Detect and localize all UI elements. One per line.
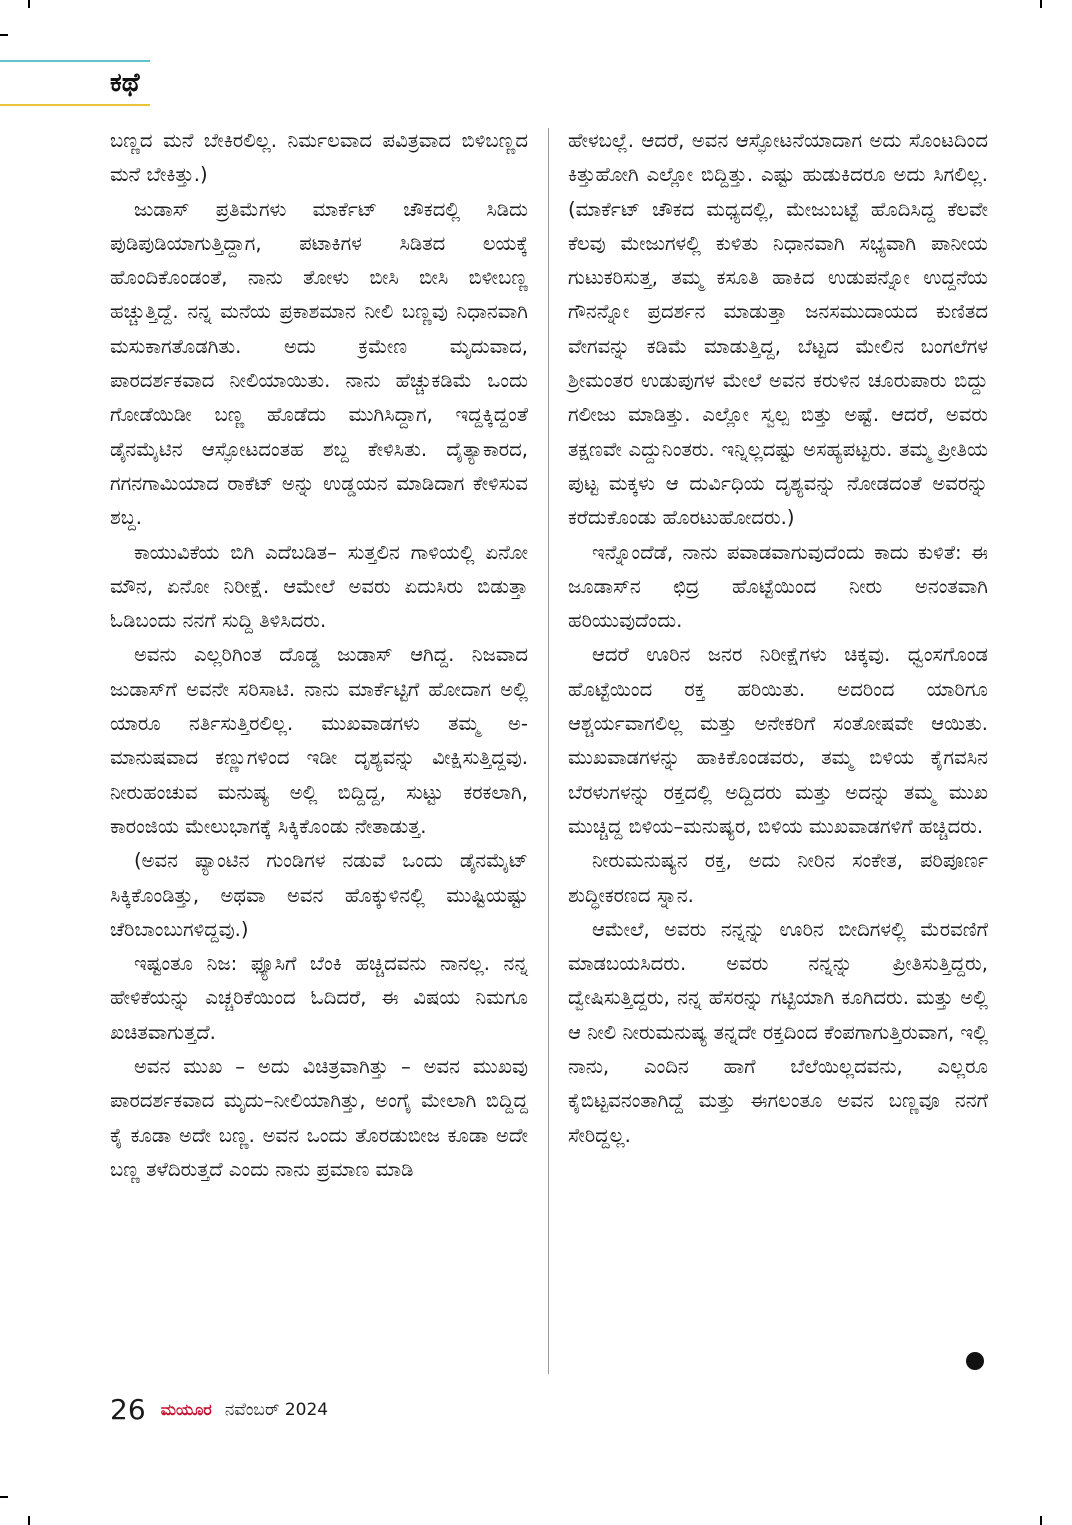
left-column — [110, 124, 528, 1187]
header-rule-teal — [0, 60, 150, 62]
header-rule-yellow — [0, 104, 150, 106]
paragraph: ಇಷ್ಟಂತೂ ನಿಜ: ಫ್ಯೂಸಿಗೆ ಬೆಂಕಿ ಹಚ್ಚಿದವನು ನಾನಲ್ಲ. ನನ್ನ ಹೇಳಿಕೆಯನ್ನು ಎಚ್ಚರಿಕೆಯಿಂದ ಓದಿದರೆ, ಈ ವಿಷಯ ನಿಮಗೂ ಖಚಿತವಾಗುತ್ತದೆ. — [110, 952, 528, 1044]
paragraph: ಅವನ ಮುಖ – ಅದು ವಿಚಿತ್ರವಾಗಿತ್ತು – ಅವನ ಮುಖವು ಪಾರದರ್ಶಕವಾದ ಮೃದು–ನೀಲಿಯಾಗಿತ್ತು, ಅಂಗೈ ಮೇಲಾಗಿ ಬಿದ್ದಿದ್ದ ಕೈ ಕೂಡಾ ಅದೇ ಬಣ್ಣ. ಅವನ ಒಂದು ತೊರಡುಬೀಜ ಕೂಡಾ ಅದೇ ಬಣ್ಣ ತಳೆದಿರುತ್ತದೆ ಎಂದು ನಾನು ಪ್ರಮಾಣ ಮಾಡಿ — [110, 1055, 528, 1181]
paragraph: ಆಮೇಲೆ, ಅವರು ನನ್ನನ್ನು ಊರಿನ ಬೀದಿಗಳಲ್ಲಿ ಮೆರವಣಿಗೆ ಮಾಡಬಯಸಿದರು. ಅವರು ನನ್ನನ್ನು ಪ್ರೀತಿಸುತ್ತಿದ್ದರು, ದ್ವೇಷಿಸುತ್ತಿದ್ದರು, ನನ್ನ ಹೆಸರನ್ನು ಗಟ್ಟಿಯಾಗಿ ಕೂಗಿದರು. ಮತ್ತು ಅಲ್ಲಿ ಆ ನೀಲಿ ನೀರುಮನುಷ್ಯ ತನ್ನದೇ ರಕ್ತದಿಂದ ಕೆಂಪಗಾಗುತ್ತಿರುವಾಗ, ಇಲ್ಲಿ ನಾನು, ಎಂದಿನ ಹಾಗೆ ಬೆಲೆಯಿಲ್ಲದವನು, ಎಲ್ಲರೂ ಕೈಬಿಟ್ಟವನಂತಾಗಿದ್ದೆ ಮತ್ತು ಈಗಲಂತೂ ಅವನ ಬಣ್ಣವೂ ನನಗೆ ಸೇರಿದ್ದಲ್ಲ. — [568, 917, 988, 1147]
right-column — [568, 124, 988, 1153]
paragraph: ಅವನು ಎಲ್ಲರಿಗಿಂತ ದೊಡ್ಡ ಜುಡಾಸ್ ಆಗಿದ್ದ. ನಿಜವಾದ ಜುಡಾಸ್‌ಗೆ ಅವನೇ ಸರಿಸಾಟಿ. ನಾನು ಮಾರ್ಕೆಟ್ಟಿಗೆ ಹೋದಾಗ ಅಲ್ಲಿ ಯಾರೂ ನರ್ತಿಸುತ್ತಿರಲಿಲ್ಲ. ಮುಖವಾಡಗಳು ತಮ್ಮ ಅ-ಮಾನುಷವಾದ ಕಣ್ಣುಗಳಿಂದ ಇಡೀ ದೃಶ್ಯವನ್ನು ವೀಕ್ಷಿಸುತ್ತಿದ್ದವು. ನೀರುಹಂಚುವ ಮನುಷ್ಯ ಅಲ್ಲಿ ಬಿದ್ದಿದ್ದ, ಸುಟ್ಟು ಕರಕಲಾಗಿ, ಕಾರಂಜಿಯ ಮೇಲುಭಾಗಕ್ಕೆ ಸಿಕ್ಕಿಕೊಂಡು ನೇತಾಡುತ್ತ. — [110, 643, 528, 838]
page-number: 26 — [110, 1393, 146, 1426]
crop-mark — [0, 34, 8, 36]
paragraph: ಆದರೆ ಊರಿನ ಜನರ ನಿರೀಕ್ಷೆಗಳು ಚಿಕ್ಕವು. ಧ್ವಂಸಗೊಂಡ ಹೊಟ್ಟೆಯಿಂದ ರಕ್ತ ಹರಿಯಿತು. ಅದರಿಂದ ಯಾರಿಗೂ ಆಶ್ಚರ್ಯವಾಗಲಿಲ್ಲ ಮತ್ತು ಅನೇಕರಿಗೆ ಸಂತೋಷವೇ ಆಯಿತು. ಮುಖವಾಡಗಳನ್ನು ಹಾಕಿಕೊಂಡವರು, ತಮ್ಮ ಬಿಳಿಯ ಕೈಗವಸಿನ ಬೆರಳುಗಳನ್ನು ರಕ್ತದಲ್ಲಿ ಅದ್ದಿದರು ಮತ್ತು ಅದನ್ನು ತಮ್ಮ ಮುಖ ಮುಚ್ಚಿದ್ದ ಬಿಳಿಯ–ಮನುಷ್ಯರ, ಬಿಳಿಯ ಮುಖವಾಡಗಳಿಗೆ ಹಚ್ಚಿದರು. — [568, 643, 988, 838]
paragraph: ಹೇಳಬಲ್ಲೆ. ಆದರೆ, ಅವನ ಆಸ್ಫೋಟನೆಯಾದಾಗ ಅದು ಸೊಂಟದಿಂದ ಕಿತ್ತುಹೋಗಿ ಎಲ್ಲೋ ಬಿದ್ದಿತ್ತು. ಎಷ್ಟು ಹುಡುಕಿದರೂ ಅದು ಸಿಗಲಿಲ್ಲ. (ಮಾರ್ಕೆಟ್ ಚೌಕದ ಮಧ್ಯದಲ್ಲಿ, ಮೇಜುಬಟ್ಟೆ ಹೊದಿಸಿದ್ದ ಕೆಲವೇ ಕೆಲವು ಮೇಜುಗಳಲ್ಲಿ ಕುಳಿತು ನಿಧಾನವಾಗಿ ಸಭ್ಯವಾಗಿ ಪಾನೀಯ ಗುಟುಕರಿಸುತ್ತ, ತಮ್ಮ ಕಸೂತಿ ಹಾಕಿದ ಉಡುಪನ್ನೋ ಉದ್ದನೆಯ ಗೌನನ್ನೋ ಪ್ರದರ್ಶನ ಮಾಡುತ್ತಾ ಜನಸಮುದಾಯದ ಕುಣಿತದ ವೇಗವನ್ನು ಕಡಿಮೆ ಮಾಡುತ್ತಿದ್ದ, ಬೆಟ್ಟದ ಮೇಲಿನ ಬಂಗಲೆಗಳ ಶ್ರೀಮಂತರ ಉಡುಪುಗಳ ಮೇಲೆ ಅವನ ಕರುಳಿನ ಚೂರುಪಾರು ಬಿದ್ದು ಗಲೀಜು ಮಾಡಿತ್ತು. ಎಲ್ಲೋ ಸ್ವಲ್ಪ ಬಿತ್ತು ಅಷ್ಟೆ. ಆದರೆ, ಅವರು ತಕ್ಷಣವೇ ಎದ್ದುನಿಂತರು. ಇನ್ನಿಲ್ಲದಷ್ಟು ಅಸಹ್ಯಪಟ್ಟರು. ತಮ್ಮ ಪ್ರೀತಿಯ ಪುಟ್ಟ ಮಕ್ಕಳು ಆ ದುರ್ವಿಧಿಯ ದೃಶ್ಯವನ್ನು ನೋಡದಂತೆ ಅವರನ್ನು ಕರೆದುಕೊಂಡು ಹೊರಟುಹೋದರು.) — [568, 129, 988, 530]
paragraph: ಜುಡಾಸ್ ಪ್ರತಿಮೆಗಳು ಮಾರ್ಕೆಟ್ ಚೌಕದಲ್ಲಿ ಸಿಡಿದು ಪುಡಿಪುಡಿಯಾಗುತ್ತಿದ್ದಾಗ, ಪಟಾಕಿಗಳ ಸಿಡಿತದ ಲಯಕ್ಕೆ ಹೊಂದಿಕೊಂಡಂತೆ, ನಾನು ತೋಳು ಬೀಸಿ ಬೀಸಿ ಬಿಳೀಬಣ್ಣ ಹಚ್ಚುತ್ತಿದ್ದೆ. ನನ್ನ ಮನೆಯ ಪ್ರಕಾಶಮಾನ ನೀಲಿ ಬಣ್ಣವು ನಿಧಾನವಾಗಿ ಮಸುಕಾಗತೊಡಗಿತು. ಅದು ಕ್ರಮೇಣ ಮೃದುವಾದ, ಪಾರದರ್ಶಕವಾದ ನೀಲಿಯಾಯಿತು. ನಾನು ಹೆಚ್ಚುಕಡಿಮೆ ಒಂದು ಗೋಡೆಯಿಡೀ ಬಣ್ಣ ಹೊಡೆದು ಮುಗಿಸಿದ್ದಾಗ, ಇದ್ದಕ್ಕಿದ್ದಂತೆ ಡೈನಮೈಟಿನ ಆಸ್ಫೋಟದಂತಹ ಶಬ್ದ ಕೇಳಿಸಿತು. ದೈತ್ಯಾಕಾರದ, ಗಗನಗಾಮಿಯಾದ ರಾಕೆಟ್ ಅನ್ನು ಉಡ್ಡಯನ ಮಾಡಿದಾಗ ಕೇಳಿಸುವ ಶಬ್ದ. — [110, 197, 528, 530]
crop-mark — [1040, 1516, 1042, 1525]
crop-mark — [1040, 0, 1042, 8]
paragraph: ನೀರುಮನುಷ್ಯನ ರಕ್ತ, ಅದು ನೀರಿನ ಸಂಕೇತ, ಪರಿಪೂರ್ಣ ಶುದ್ಧೀಕರಣದ ಸ್ನಾನ. — [568, 849, 988, 907]
magazine-logo: ಮಯೂರ — [160, 1400, 212, 1419]
section-label: ಕಥೆ — [110, 68, 140, 98]
paragraph: ಕಾಯುವಿಕೆಯ ಬಿಗಿ ಎದೆಬಡಿತ– ಸುತ್ತಲಿನ ಗಾಳಿಯಲ್ಲಿ ಏನೋ ಮೌನ, ಏನೋ ನಿರೀಕ್ಷೆ. ಆಮೇಲೆ ಅವರು ಏದುಸಿರು ಬಿಡುತ್ತಾ ಓಡಿಬಂದು ನನಗೆ ಸುದ್ದಿ ತಿಳಿಸಿದರು. — [110, 540, 528, 633]
paragraph: ಇನ್ನೊಂದೆಡೆ, ನಾನು ಪವಾಡವಾಗುವುದೆಂದು ಕಾದು ಕುಳಿತೆ: ಈ ಜೂಡಾಸ್‌ನ ಛಿದ್ರ ಹೊಟ್ಟೆಯಿಂದ ನೀರು ಅನಂತವಾಗಿ ಹರಿಯುವುದೆಂದು. — [568, 540, 988, 633]
paragraph: ಬಣ್ಣದ ಮನೆ ಬೇಕಿರಲಿಲ್ಲ. ನಿರ್ಮಲವಾದ ಪವಿತ್ರವಾದ ಬಿಳಿಬಣ್ಣದ ಮನೆ ಬೇಕಿತ್ತು.) — [110, 129, 528, 187]
issue-date: ನವೆಂಬರ್ 2024 — [224, 1400, 329, 1420]
story-end-mark — [966, 1352, 984, 1370]
paragraph: (ಅವನ ಪ್ಯಾಂಟಿನ ಗುಂಡಿಗಳ ನಡುವೆ ಒಂದು ಡೈನಮೈಟ್ ಸಿಕ್ಕಿಕೊಂಡಿತ್ತು, ಅಥವಾ ಅವನ ಹೊಕ್ಕುಳಿನಲ್ಲಿ ಮುಷ್ಟಿಯಷ್ಟು ಚೆರಿಬಾಂಬುಗಳಿದ್ದವು.) — [110, 849, 528, 941]
crop-mark — [28, 0, 30, 8]
column-divider — [548, 128, 549, 1374]
page-footer — [110, 1392, 328, 1428]
crop-mark — [0, 1496, 8, 1498]
crop-mark — [28, 1516, 30, 1525]
